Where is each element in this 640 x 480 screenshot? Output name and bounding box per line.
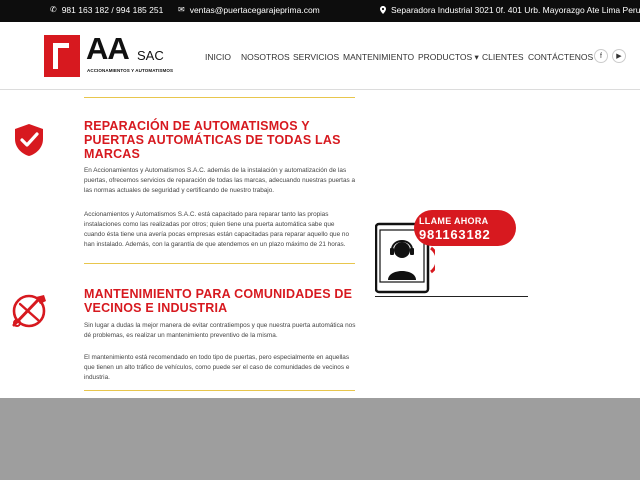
section-divider bbox=[84, 390, 355, 391]
nav-item-servicios[interactable]: SERVICIOS bbox=[293, 52, 340, 62]
email-contact[interactable] bbox=[178, 5, 320, 15]
nav-item-clientes[interactable]: CLIENTES bbox=[482, 52, 524, 62]
section-paragraph: Accionamientos y Automatismos S.A.C. está capacitado para reparar tanto las propias instalaciones como las realizadas por otros; quien tiene una puerta automática sabe que cuando ésta tiene una avería pocas empresas están capacitadas para reparar aquello que no han instalado. Además, con la garantía de que atendemos en un plazo máximo de 21 horas. bbox=[84, 211, 350, 248]
phone-contact[interactable] bbox=[50, 5, 163, 15]
address-text: Separadora Industrial 3021 0f. 401 Urb. Mayorazgo Ate Lima Peru bbox=[391, 5, 640, 15]
site-logo[interactable] bbox=[44, 31, 184, 79]
section-paragraph: El mantenimiento está recomendado en todo tipo de puertas, pero especialmente en aquellas que tienen un alto tráfico de vehículos, como puede ser el caso de comunidades de vecinos e industria. bbox=[84, 354, 350, 381]
main-content bbox=[0, 90, 640, 398]
facebook-icon[interactable]: f bbox=[594, 49, 608, 63]
call-now-label: LLAME AHORA bbox=[419, 216, 489, 226]
phone-text: 981 163 182 / 994 185 251 bbox=[61, 5, 164, 15]
call-now-banner[interactable] bbox=[375, 208, 529, 298]
section-divider bbox=[84, 263, 355, 264]
tools-icon bbox=[8, 292, 50, 328]
logo-mark bbox=[44, 35, 80, 77]
section-title-mantenimiento: MANTENIMIENTO PARA COMUNIDADES DE VECINOS E INDUSTRIA bbox=[84, 287, 353, 315]
email-text: ventas@puertacegarajeprima.com bbox=[189, 5, 320, 15]
call-now-bubble bbox=[414, 210, 516, 246]
site-header bbox=[0, 22, 640, 90]
logo-tagline: ACCIONAMIENTOS Y AUTOMATISMOS bbox=[87, 68, 174, 73]
call-now-number: 981163182 bbox=[419, 227, 491, 242]
envelope-icon: ✉ bbox=[178, 5, 185, 14]
map-marker-icon bbox=[380, 6, 386, 14]
nav-item-productos[interactable]: PRODUCTOS ▾ bbox=[418, 52, 479, 62]
section-title-reparacion: REPARACIÓN DE AUTOMATISMOS Y PUERTAS AUTOMÁTICAS DE TODAS LAS MARCAS bbox=[84, 119, 341, 161]
top-contact-bar bbox=[0, 0, 640, 22]
nav-item-nosotros[interactable]: NOSOTROS bbox=[241, 52, 290, 62]
section-divider bbox=[84, 97, 355, 98]
youtube-icon[interactable]: ▶ bbox=[612, 49, 626, 63]
phone-icon: ✆ bbox=[50, 5, 57, 14]
promo-underline bbox=[375, 296, 528, 297]
nav-item-contactenos[interactable]: CONTÁCTENOS bbox=[528, 52, 594, 62]
section-paragraph: Sin lugar a dudas la mejor manera de evitar contratiempos y que nuestra puerta automática nos dé problemas, es realizar un mantenimiento preventivo de la misma. bbox=[84, 322, 356, 339]
shield-check-icon bbox=[12, 123, 46, 157]
nav-item-inicio[interactable]: INICIO bbox=[205, 52, 231, 62]
nav-item-mantenimiento[interactable]: MANTENIMIENTO bbox=[343, 52, 415, 62]
address-contact bbox=[380, 5, 640, 15]
logo-suffix: SAC bbox=[137, 48, 164, 63]
section-paragraph: En Accionamientos y Automatismos S.A.C. además de la instalación y automatización de las puertas, ofrecemos servicios de reparación de todas las marcas, adecuando nuestras puertas a las normas actuales de seguridad y certificando de nuestro trabajo. bbox=[84, 167, 356, 194]
logo-brand: AA bbox=[86, 31, 129, 66]
